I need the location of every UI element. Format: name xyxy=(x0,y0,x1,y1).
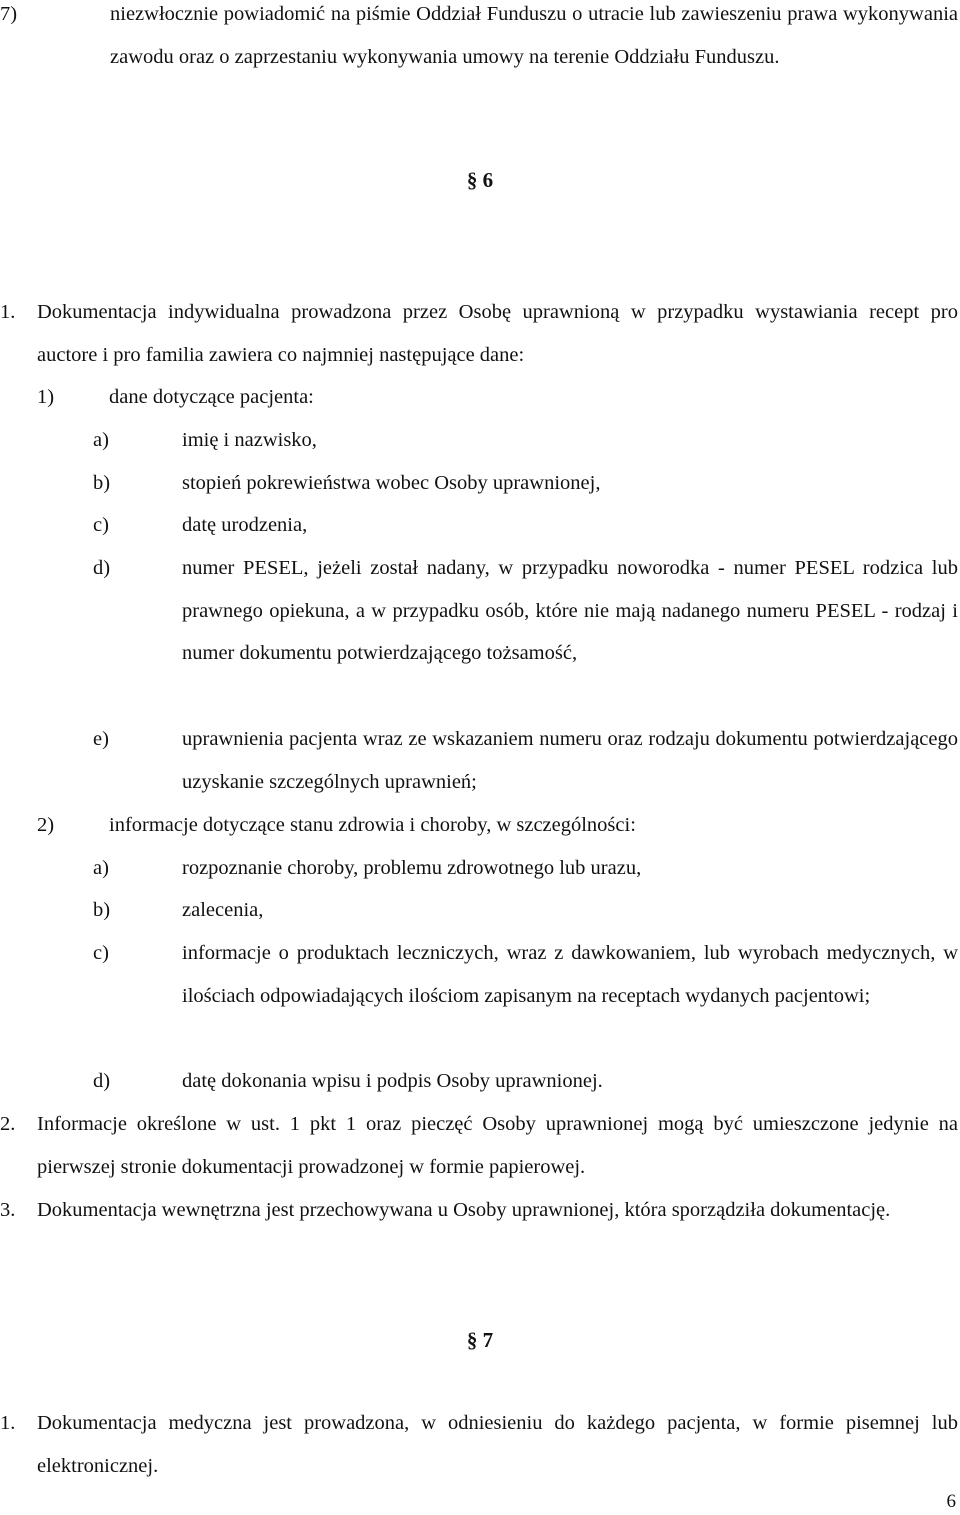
section-heading-6: § 6 xyxy=(466,168,494,192)
page-number: 6 xyxy=(946,1491,956,1512)
letter-item-b xyxy=(93,462,958,505)
letter-item-d xyxy=(93,547,958,675)
list-item-7 xyxy=(0,0,958,78)
point-text: dane dotyczące pacjenta: xyxy=(109,386,314,408)
paragraph-number: 3. xyxy=(0,1199,16,1221)
letter-text: datę urodzenia, xyxy=(182,514,308,536)
paragraph-1 xyxy=(0,1402,958,1487)
letter-text: imię i nazwisko, xyxy=(182,429,317,451)
letter-label: d) xyxy=(93,557,111,579)
letter-text: uprawnienia pacjenta wraz ze wskazaniem numeru oraz rodzaju dokumentu potwierdzającego uzyskanie szczególnych uprawnień; xyxy=(182,728,958,793)
letter-label: a) xyxy=(93,857,109,879)
letter-label: b) xyxy=(93,472,111,494)
paragraph-number: 2. xyxy=(0,1113,16,1135)
section-heading-7: § 7 xyxy=(466,1328,494,1352)
letter-text: datę dokonania wpisu i podpis Osoby uprawnionej. xyxy=(182,1070,603,1092)
letter-label: b) xyxy=(93,899,111,921)
paragraph-3 xyxy=(0,1189,958,1232)
letter-label: c) xyxy=(93,942,109,964)
letter-item-a xyxy=(93,847,958,890)
letter-text: stopień pokrewieństwa wobec Osoby uprawnionej, xyxy=(182,472,601,494)
point-text: informacje dotyczące stanu zdrowia i choroby, w szczególności: xyxy=(109,814,636,836)
paragraph-text: Dokumentacja medyczna jest prowadzona, w odniesieniu do każdego pacjenta, w formie pisemnej lub elektronicznej. xyxy=(37,1412,958,1477)
letter-item-b xyxy=(93,889,958,932)
paragraph-number: 1. xyxy=(0,1412,16,1434)
paragraph-number: 1. xyxy=(0,301,16,323)
letter-text: informacje o produktach leczniczych, wraz z dawkowaniem, lub wyrobach medycznych, w ilościach odpowiadających ilościom zapisanym na receptach wydanych pacjentowi; xyxy=(182,942,958,1007)
point-1 xyxy=(37,376,958,419)
point-2 xyxy=(37,804,958,847)
letter-item-e xyxy=(93,718,958,803)
letter-item-c xyxy=(93,932,958,1017)
letter-label: e) xyxy=(93,728,109,750)
paragraph-2 xyxy=(0,1103,958,1188)
paragraph-text: Informacje określone w ust. 1 pkt 1 oraz pieczęć Osoby uprawnionej mogą być umieszczone jedynie na pierwszej stronie dokumentacji prowadzonej w formie papierowej. xyxy=(37,1113,958,1178)
letter-item-a xyxy=(93,419,958,462)
paragraph-text: Dokumentacja indywidualna prowadzona przez Osobę uprawnioną w przypadku wystawiania recept pro auctore i pro familia zawiera co najmniej następujące dane: xyxy=(37,301,958,366)
letter-text: zalecenia, xyxy=(182,899,264,921)
point-number: 1) xyxy=(37,386,55,408)
letter-text: numer PESEL, jeżeli został nadany, w przypadku noworodka - numer PESEL rodzica lub prawnego opiekuna, a w przypadku osób, które nie mają nadanego numeru PESEL - rodzaj i numer dokumentu potwierdzającego tożsamość, xyxy=(182,557,958,665)
letter-label: a) xyxy=(93,429,109,451)
paragraph-text: Dokumentacja wewnętrzna jest przechowywana u Osoby uprawnionej, która sporządziła dokumentację. xyxy=(37,1199,891,1221)
letter-label: d) xyxy=(93,1070,111,1092)
letter-item-d xyxy=(93,1060,958,1103)
letter-text: rozpoznanie choroby, problemu zdrowotnego lub urazu, xyxy=(182,857,642,879)
letter-label: c) xyxy=(93,514,109,536)
point-number: 2) xyxy=(37,814,55,836)
letter-item-c xyxy=(93,504,958,547)
list-text: niezwłocznie powiadomić na piśmie Oddział Funduszu o utracie lub zawieszeniu prawa wykonywania zawodu oraz o zaprzestaniu wykonywania umowy na terenie Oddziału Funduszu. xyxy=(110,3,958,68)
paragraph-1 xyxy=(0,291,958,376)
list-number: 7) xyxy=(0,3,18,25)
